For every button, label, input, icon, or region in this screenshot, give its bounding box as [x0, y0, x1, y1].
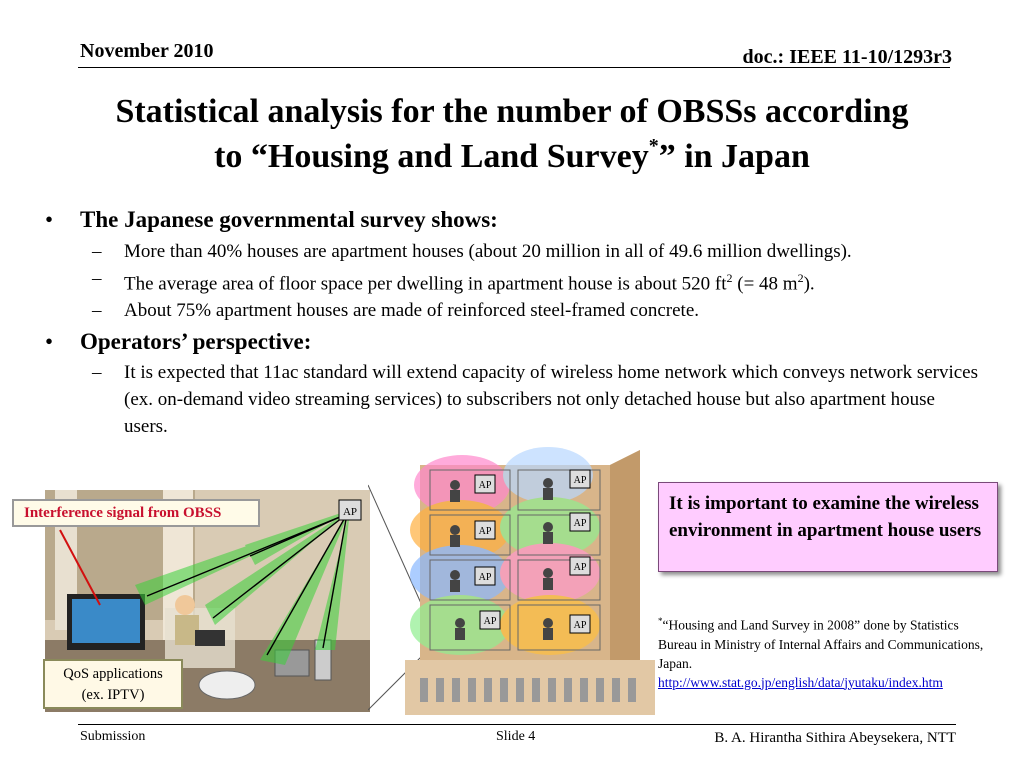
building-side [610, 450, 640, 675]
robot-cleaner [199, 671, 255, 699]
laptop [195, 630, 225, 646]
qos-label [43, 659, 183, 709]
callout-box: It is important to examine the wireless environment in apartment house users [658, 482, 998, 572]
interference-label: Interference signal from OBSS [12, 499, 260, 527]
footnote-text: “Housing and Land Survey in 2008” done by Statistics Bureau in Ministry of Internal Affairs and Communications, Japan. [658, 617, 984, 671]
ap-label: AP [573, 518, 587, 529]
person-head [175, 595, 195, 615]
floor-area-sup1: 2 [726, 271, 733, 285]
title-line2-post: ” in Japan [658, 137, 810, 175]
bullet-survey [40, 206, 980, 234]
qos-line1: QoS applications [63, 666, 163, 682]
floor-area-pre: The average area of floor space per dwelling in apartment house is about 520 ft [124, 273, 727, 295]
bullet-survey-heading: The Japanese governmental survey shows: [80, 207, 498, 232]
footer-slide-number: Slide 4 [496, 729, 536, 744]
ap-label: AP [573, 620, 587, 631]
ap-label: AP [483, 616, 497, 627]
floor-area-sup2: 2 [797, 271, 804, 285]
title-line1: Statistical analysis for the number of OBSSs according [115, 93, 909, 130]
slide-title [30, 90, 994, 180]
sub-bullet-apartment-share: – More than 40% houses are apartment houses (about 20 million in all of 49.6 million dwellings). [40, 238, 980, 265]
title-asterisk: * [648, 134, 659, 157]
ap-label: AP [478, 480, 492, 491]
floor-area-mid: (= 48 m [732, 273, 798, 295]
ap-label: AP [478, 572, 492, 583]
footer-submission: Submission [80, 729, 146, 744]
header-date: November 2010 [80, 40, 214, 62]
tv-screen [72, 599, 140, 643]
bullet-operators [40, 328, 980, 356]
header-rule [78, 67, 950, 68]
floor-area-post: ). [803, 273, 815, 295]
bullet-operators-heading: Operators’ perspective: [80, 329, 312, 355]
bullet-list [40, 206, 980, 440]
title-line2-pre: to “Housing and Land Survey [214, 137, 649, 175]
footnote-link[interactable]: http://www.stat.go.jp/english/data/jyutaku/index.htm [658, 674, 943, 690]
ap-label: AP [573, 475, 587, 486]
sub-bullet-floor-area [40, 265, 980, 297]
footnote-marker: * [658, 616, 663, 626]
ap-label: AP [478, 526, 492, 537]
header-doc-id: doc.: IEEE 11-10/1293r3 [742, 46, 952, 68]
footnote [658, 612, 998, 692]
qos-line2: (ex. IPTV) [81, 687, 145, 703]
sub-bullet-11ac: – It is expected that 11ac standard will extend capacity of wireless home network which conveys network services (ex. on-demand video streaming services) to subscribers not only detached house but also apartment house users. [40, 359, 980, 440]
footer-rule [78, 724, 956, 725]
apartment-building-illustration [400, 445, 662, 717]
sub-bullet-concrete: – About 75% apartment houses are made of reinforced steel-framed concrete. [40, 297, 980, 324]
ap-label: AP [573, 562, 587, 573]
footer-author: B. A. Hirantha Sithira Abeysekera, NTT [714, 730, 956, 746]
room-ap-label: AP [342, 506, 358, 518]
